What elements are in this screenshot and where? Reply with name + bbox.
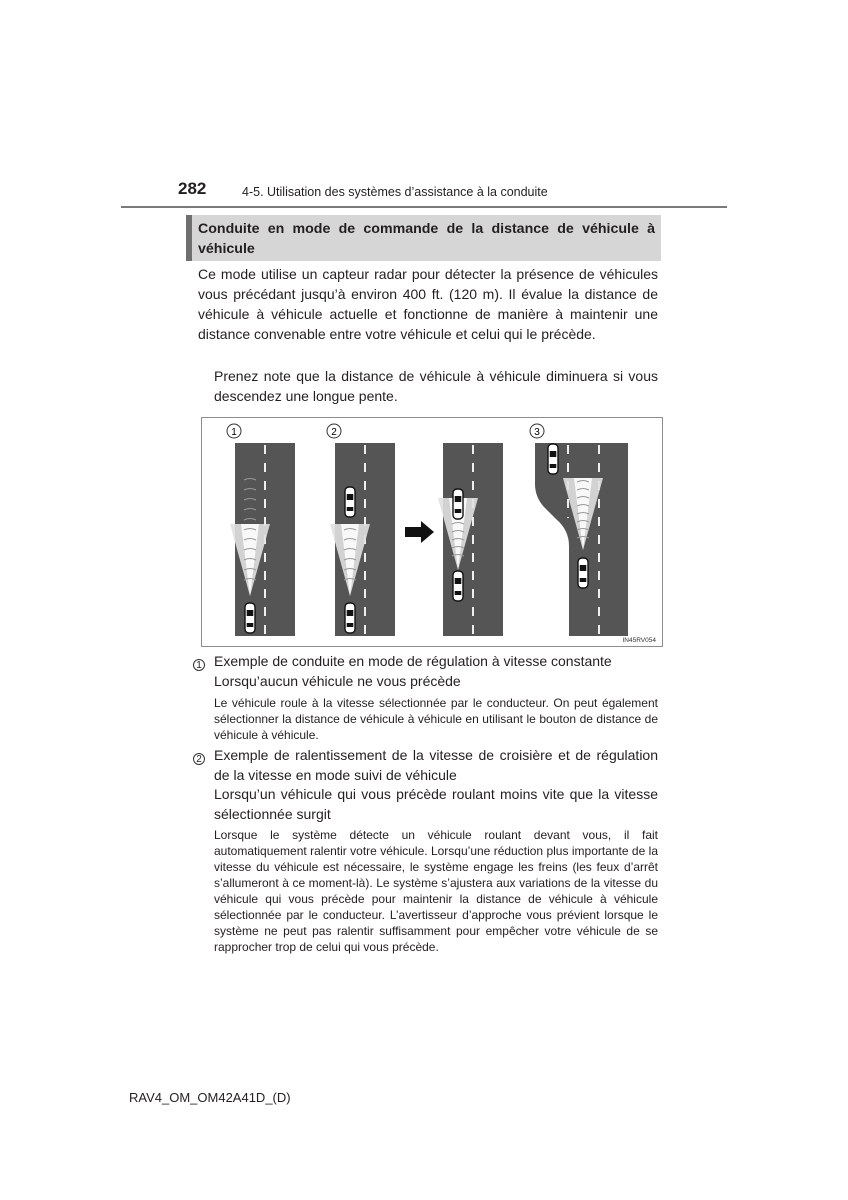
road-1 bbox=[230, 443, 295, 636]
item-1-marker: 1 bbox=[193, 655, 205, 673]
svg-text:2: 2 bbox=[331, 427, 337, 438]
intro-paragraph: Ce mode utilise un capteur radar pour détecter la présence de véhicules vous précédant jusqu’à environ 400 ft. (120 m). Il évalue la distance de véhicule à véhicule actuelle et fonctionne de manière à maintenir une distance convenable entre votre véhicule et celui qui le précède. bbox=[198, 266, 658, 342]
footer-code: RAV4_OM_OM42A41D_(D) bbox=[129, 1090, 291, 1105]
own-vehicle-1 bbox=[245, 603, 255, 633]
road-2 bbox=[330, 443, 395, 636]
item-1-subtitle: Lorsqu’aucun véhicule ne vous précède bbox=[214, 673, 461, 689]
section-title: 4-5. Utilisation des systèmes d’assistance à la conduite bbox=[242, 185, 548, 199]
marker-2 bbox=[327, 424, 341, 438]
leading-vehicle-2b bbox=[453, 489, 463, 519]
note-paragraph: Prenez note que la distance de véhicule à véhicule diminuera si vous descendez une longue pente. bbox=[214, 368, 658, 404]
item-1-title: Exemple de conduite en mode de régulation à vitesse constante bbox=[214, 653, 612, 669]
road-3 bbox=[535, 443, 628, 636]
road-2b bbox=[438, 443, 503, 636]
subsection-heading: Conduite en mode de commande de la distance de véhicule à véhicule bbox=[186, 215, 661, 261]
item-2-subtitle: Lorsqu’un véhicule qui vous précède roulant moins vite que la vitesse sélectionnée surgit bbox=[214, 786, 658, 822]
merging-vehicle-3 bbox=[548, 444, 558, 474]
marker-3 bbox=[530, 424, 544, 438]
own-vehicle-2b bbox=[453, 571, 463, 601]
figure-illustration bbox=[201, 417, 663, 647]
page-number: 282 bbox=[178, 179, 207, 198]
svg-text:1: 1 bbox=[231, 427, 237, 438]
leading-vehicle-2 bbox=[345, 487, 355, 517]
item-2-title: Exemple de ralentissement de la vitesse de croisière et de régulation de la vitesse en mode suivi de véhicule bbox=[214, 747, 658, 783]
header-rule bbox=[121, 206, 727, 208]
own-vehicle-3 bbox=[578, 558, 588, 588]
marker-1 bbox=[227, 424, 241, 438]
transition-arrow bbox=[405, 521, 434, 543]
item-1-description: Le véhicule roule à la vitesse sélectionnée par le conducteur. On peut également sélectionner la distance de véhicule à véhicule en utilisant le bouton de distance de véhicule à véhicule. bbox=[214, 696, 658, 742]
road-diagram bbox=[202, 418, 662, 646]
item-2-marker: 2 bbox=[193, 749, 205, 767]
figure-id: IN45RV054 bbox=[622, 637, 656, 644]
own-vehicle-2 bbox=[345, 603, 355, 633]
svg-text:3: 3 bbox=[534, 427, 540, 438]
item-2-description: Lorsque le système détecte un véhicule roulant devant vous, il fait automatiquement ralentir votre véhicule. Lorsqu’une réduction plus importante de la vitesse du véhicule est nécessaire, le système engage les freins (les feux d’arrêt s’allumeront à ce moment-là). Le système s’ajustera aux variations de la vitesse du véhicule qui vous précède pour maintenir la distance de véhicule à véhicule sélectionnée par le conducteur. L’avertisseur d’approche vous prévient lorsque le système ne peut pas ralentir suffisamment pour empêcher votre véhicule de se rapprocher trop de celui qui vous précède. bbox=[214, 828, 658, 954]
